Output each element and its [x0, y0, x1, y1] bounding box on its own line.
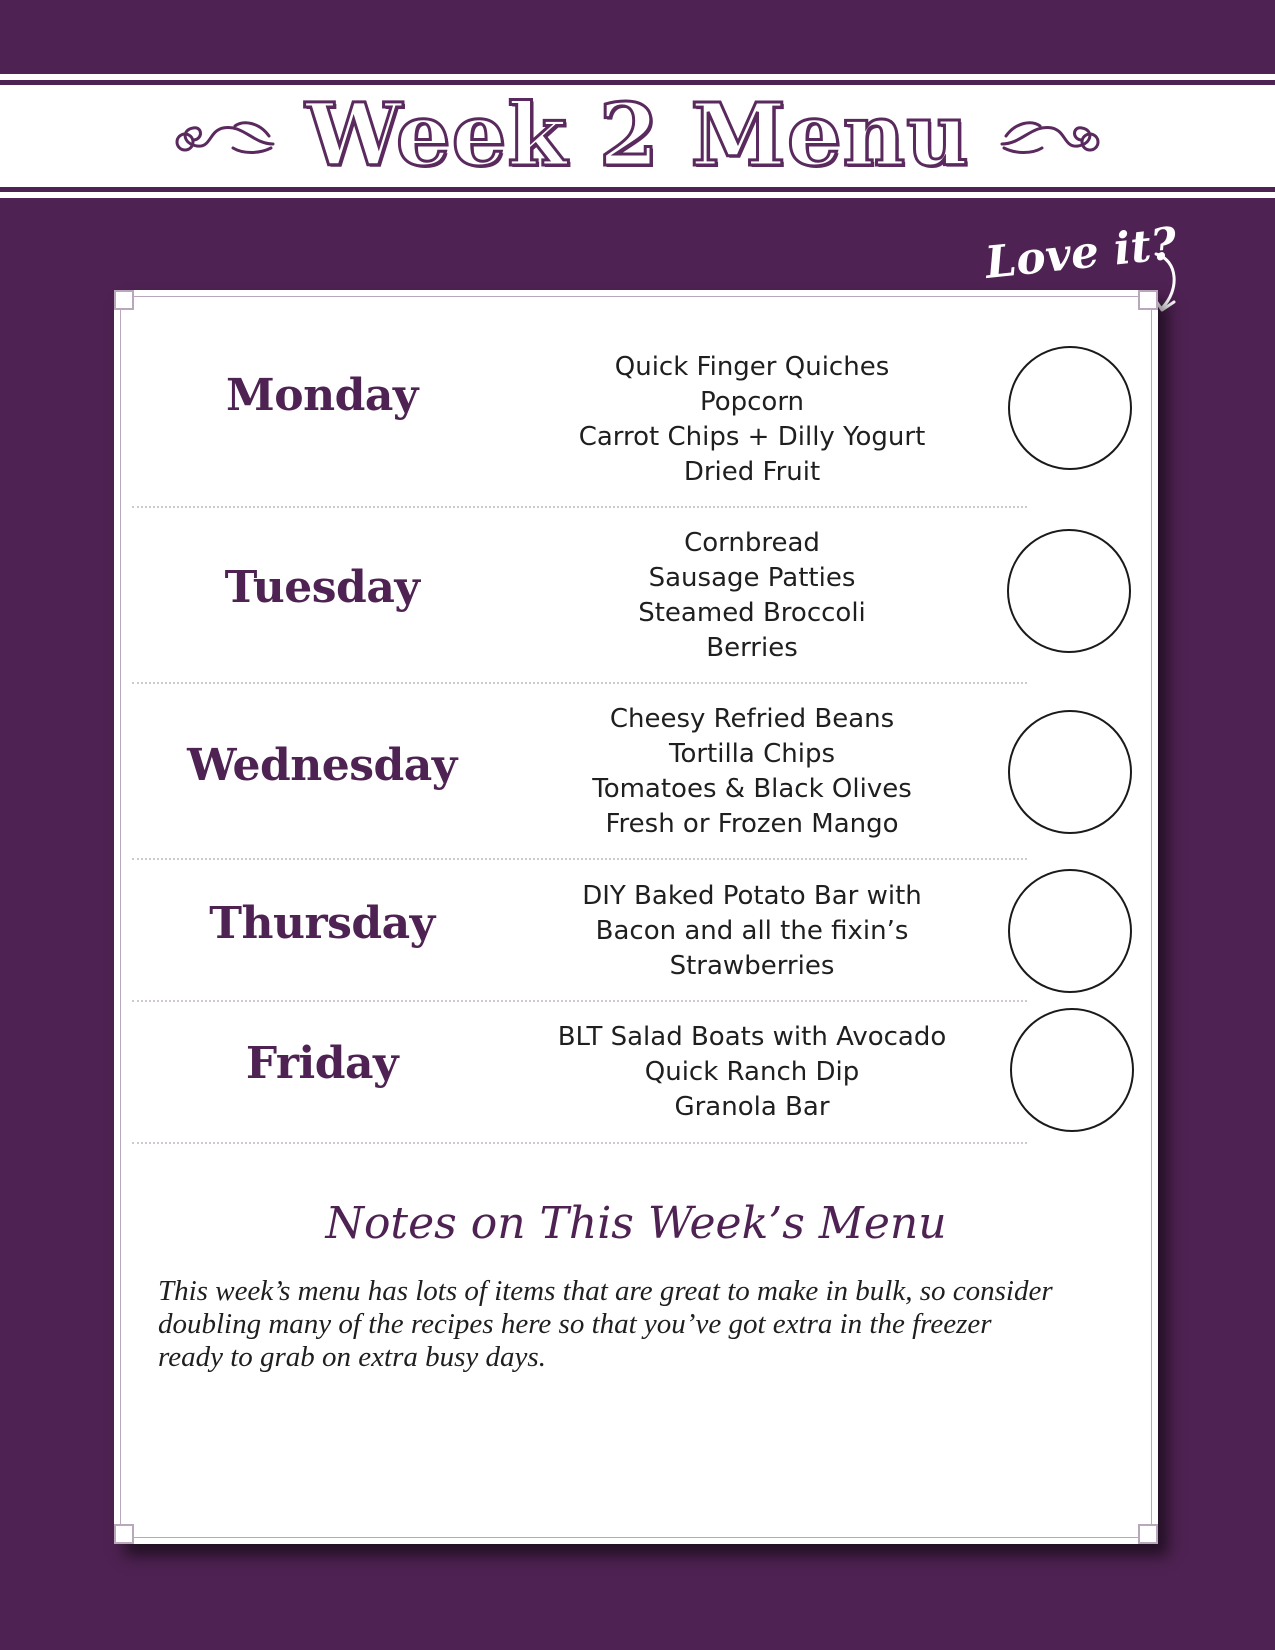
meal-item: Dried Fruit: [683, 457, 821, 487]
meal-item: Popcorn: [699, 387, 805, 417]
page-header: [0, 85, 1275, 187]
meal-item: Cheesy Refried Beans: [609, 704, 895, 734]
day-label: Friday: [245, 1038, 399, 1089]
header-top-rule: [0, 74, 1275, 80]
row-divider: [132, 506, 1027, 508]
row-divider: [132, 1142, 1027, 1144]
meal-items: [517, 526, 987, 666]
meal-item: Cornbread: [684, 528, 820, 558]
love-it-checkbox[interactable]: [1007, 529, 1131, 653]
meal-item: Quick Finger Quiches: [614, 352, 890, 382]
meal-items: [517, 702, 987, 842]
meal-item: BLT Salad Boats with Avocado: [557, 1022, 947, 1052]
header-bottom-rule: [0, 192, 1275, 198]
right-flourish-icon: [998, 114, 1102, 158]
row-divider: [132, 858, 1027, 860]
meal-items: [517, 1020, 987, 1125]
day-label: Wednesday: [187, 740, 457, 791]
row-divider: [132, 682, 1027, 684]
corner-ornament: [114, 1524, 134, 1544]
meal-item: Carrot Chips + Dilly Yogurt: [578, 422, 926, 452]
notes-title: Notes on This Week’s Menu: [325, 1198, 947, 1249]
meal-item: Quick Ranch Dip: [644, 1057, 860, 1087]
meal-item: Fresh or Frozen Mango: [605, 809, 899, 839]
meal-item: Tomatoes & Black Olives: [592, 774, 912, 804]
day-label: Monday: [226, 370, 418, 421]
love-it-checkbox[interactable]: [1010, 1008, 1134, 1132]
left-flourish-icon: [173, 114, 277, 158]
meal-item: DIY Baked Potato Bar with: [582, 881, 922, 911]
menu-card: [114, 290, 1158, 1544]
meal-item: Tortilla Chips: [668, 739, 836, 769]
meal-item: Berries: [706, 633, 798, 663]
meal-item: Bacon and all the fixin’s: [595, 916, 909, 946]
page-title: Week 2 Menu: [305, 85, 970, 186]
day-label: Tuesday: [224, 562, 420, 613]
love-it-checkbox[interactable]: [1008, 346, 1132, 470]
meal-item: Strawberries: [669, 951, 835, 981]
row-divider: [132, 1000, 1027, 1002]
love-it-label: Love it?: [982, 218, 1180, 289]
meal-item: Steamed Broccoli: [638, 598, 866, 628]
meal-item: Sausage Patties: [648, 563, 856, 593]
corner-ornament: [1138, 1524, 1158, 1544]
day-label: Thursday: [209, 898, 435, 949]
love-it-checkbox[interactable]: [1008, 710, 1132, 834]
meal-items: [517, 350, 987, 490]
corner-ornament: [1138, 290, 1158, 310]
corner-ornament: [114, 290, 134, 310]
meal-item: Granola Bar: [674, 1092, 830, 1122]
meal-items: [517, 879, 987, 984]
notes-body: This week’s menu has lots of items that are great to make in bulk, so consider doubling many of the recipes here so that you’ve got extra in the freezer ready to grab on extra busy days.: [158, 1275, 1053, 1373]
love-it-checkbox[interactable]: [1008, 869, 1132, 993]
